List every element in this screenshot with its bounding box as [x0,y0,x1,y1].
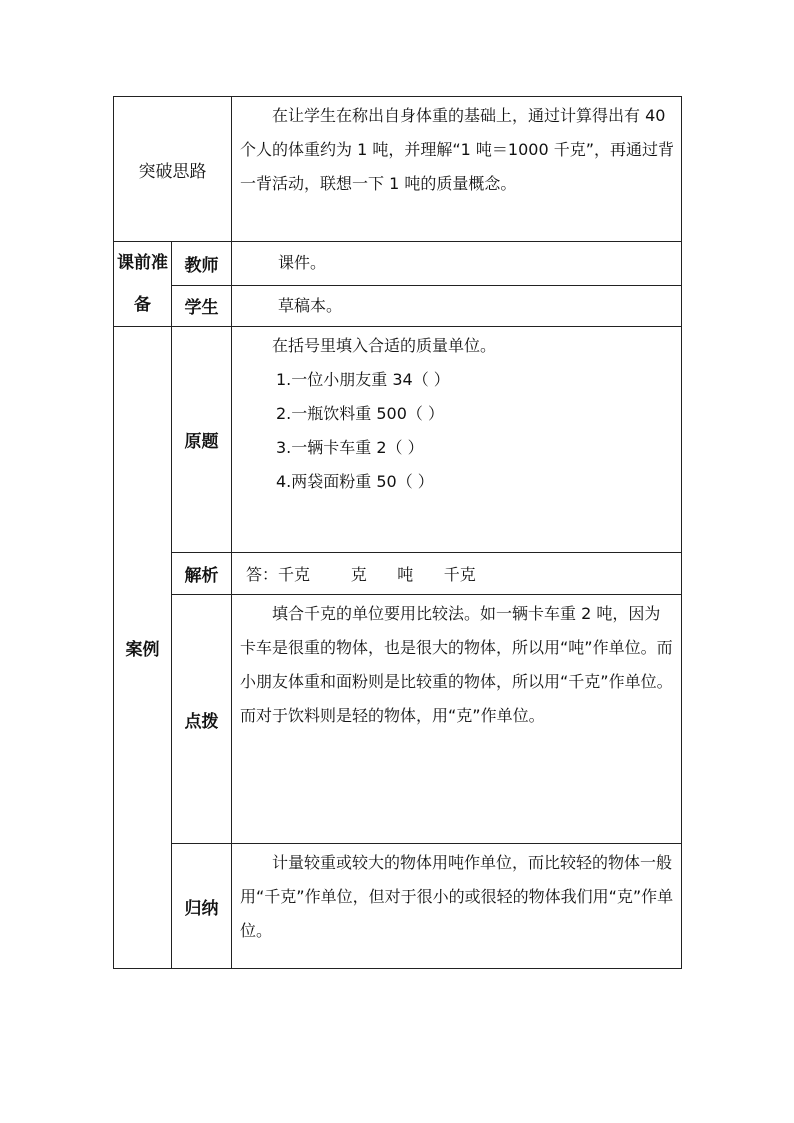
lesson-table [113,96,682,969]
breakthrough-label: 突破思路 [114,97,232,242]
teacher-content: 课件。 [232,242,682,286]
row-prep-teacher [114,242,682,286]
hint-content [232,595,682,844]
question-item: 4.两袋面粉重 50（ ） [276,472,434,491]
question-item: 3.一辆卡车重 2（ ） [276,438,424,457]
row-original [114,327,682,553]
row-breakthrough [114,97,682,242]
question-item: 1.一位小朋友重 34（ ） [276,370,450,389]
breakthrough-content [232,97,682,242]
row-summary [114,844,682,969]
analysis-label: 解析 [172,553,232,595]
hint-text: 填合千克的单位要用比较法。如一辆卡车重 2 吨，因为卡车是很重的物体，也是很大的物体，所以用“吨”作单位。而小朋友体重和面粉则是比较重的物体，所以用“千克”作单位。而对于饮料则是轻的物体，用“克”作单位。 [240,604,673,725]
summary-content [232,844,682,969]
question-item: 2.一瓶饮料重 500（ ） [276,404,444,423]
case-label: 案例 [114,327,172,969]
summary-label: 归纳 [172,844,232,969]
original-intro: 在括号里填入合适的质量单位。 [272,336,497,355]
summary-text: 计量较重或较大的物体用吨作单位，而比较轻的物体一般用“千克”作单位，但对于很小的或很轻的物体我们用“克”作单位。 [240,853,674,940]
student-label: 学生 [172,285,232,326]
hint-label: 点拨 [172,595,232,844]
analysis-content: 答：千克 克 吨 千克 [232,553,682,595]
teacher-label: 教师 [172,242,232,286]
breakthrough-text: 在让学生在称出自身体重的基础上，通过计算得出有 40 个人的体重约为 1 吨，并理解“1 吨＝1000 千克”，再通过背一背活动，联想一下 1 吨的质量概念。 [240,106,675,193]
row-prep-student [114,285,682,326]
student-content: 草稿本。 [232,285,682,326]
original-label: 原题 [172,327,232,553]
original-content [232,327,682,553]
row-analysis [114,553,682,595]
row-hint [114,595,682,844]
prep-label: 课前准备 [114,242,172,327]
